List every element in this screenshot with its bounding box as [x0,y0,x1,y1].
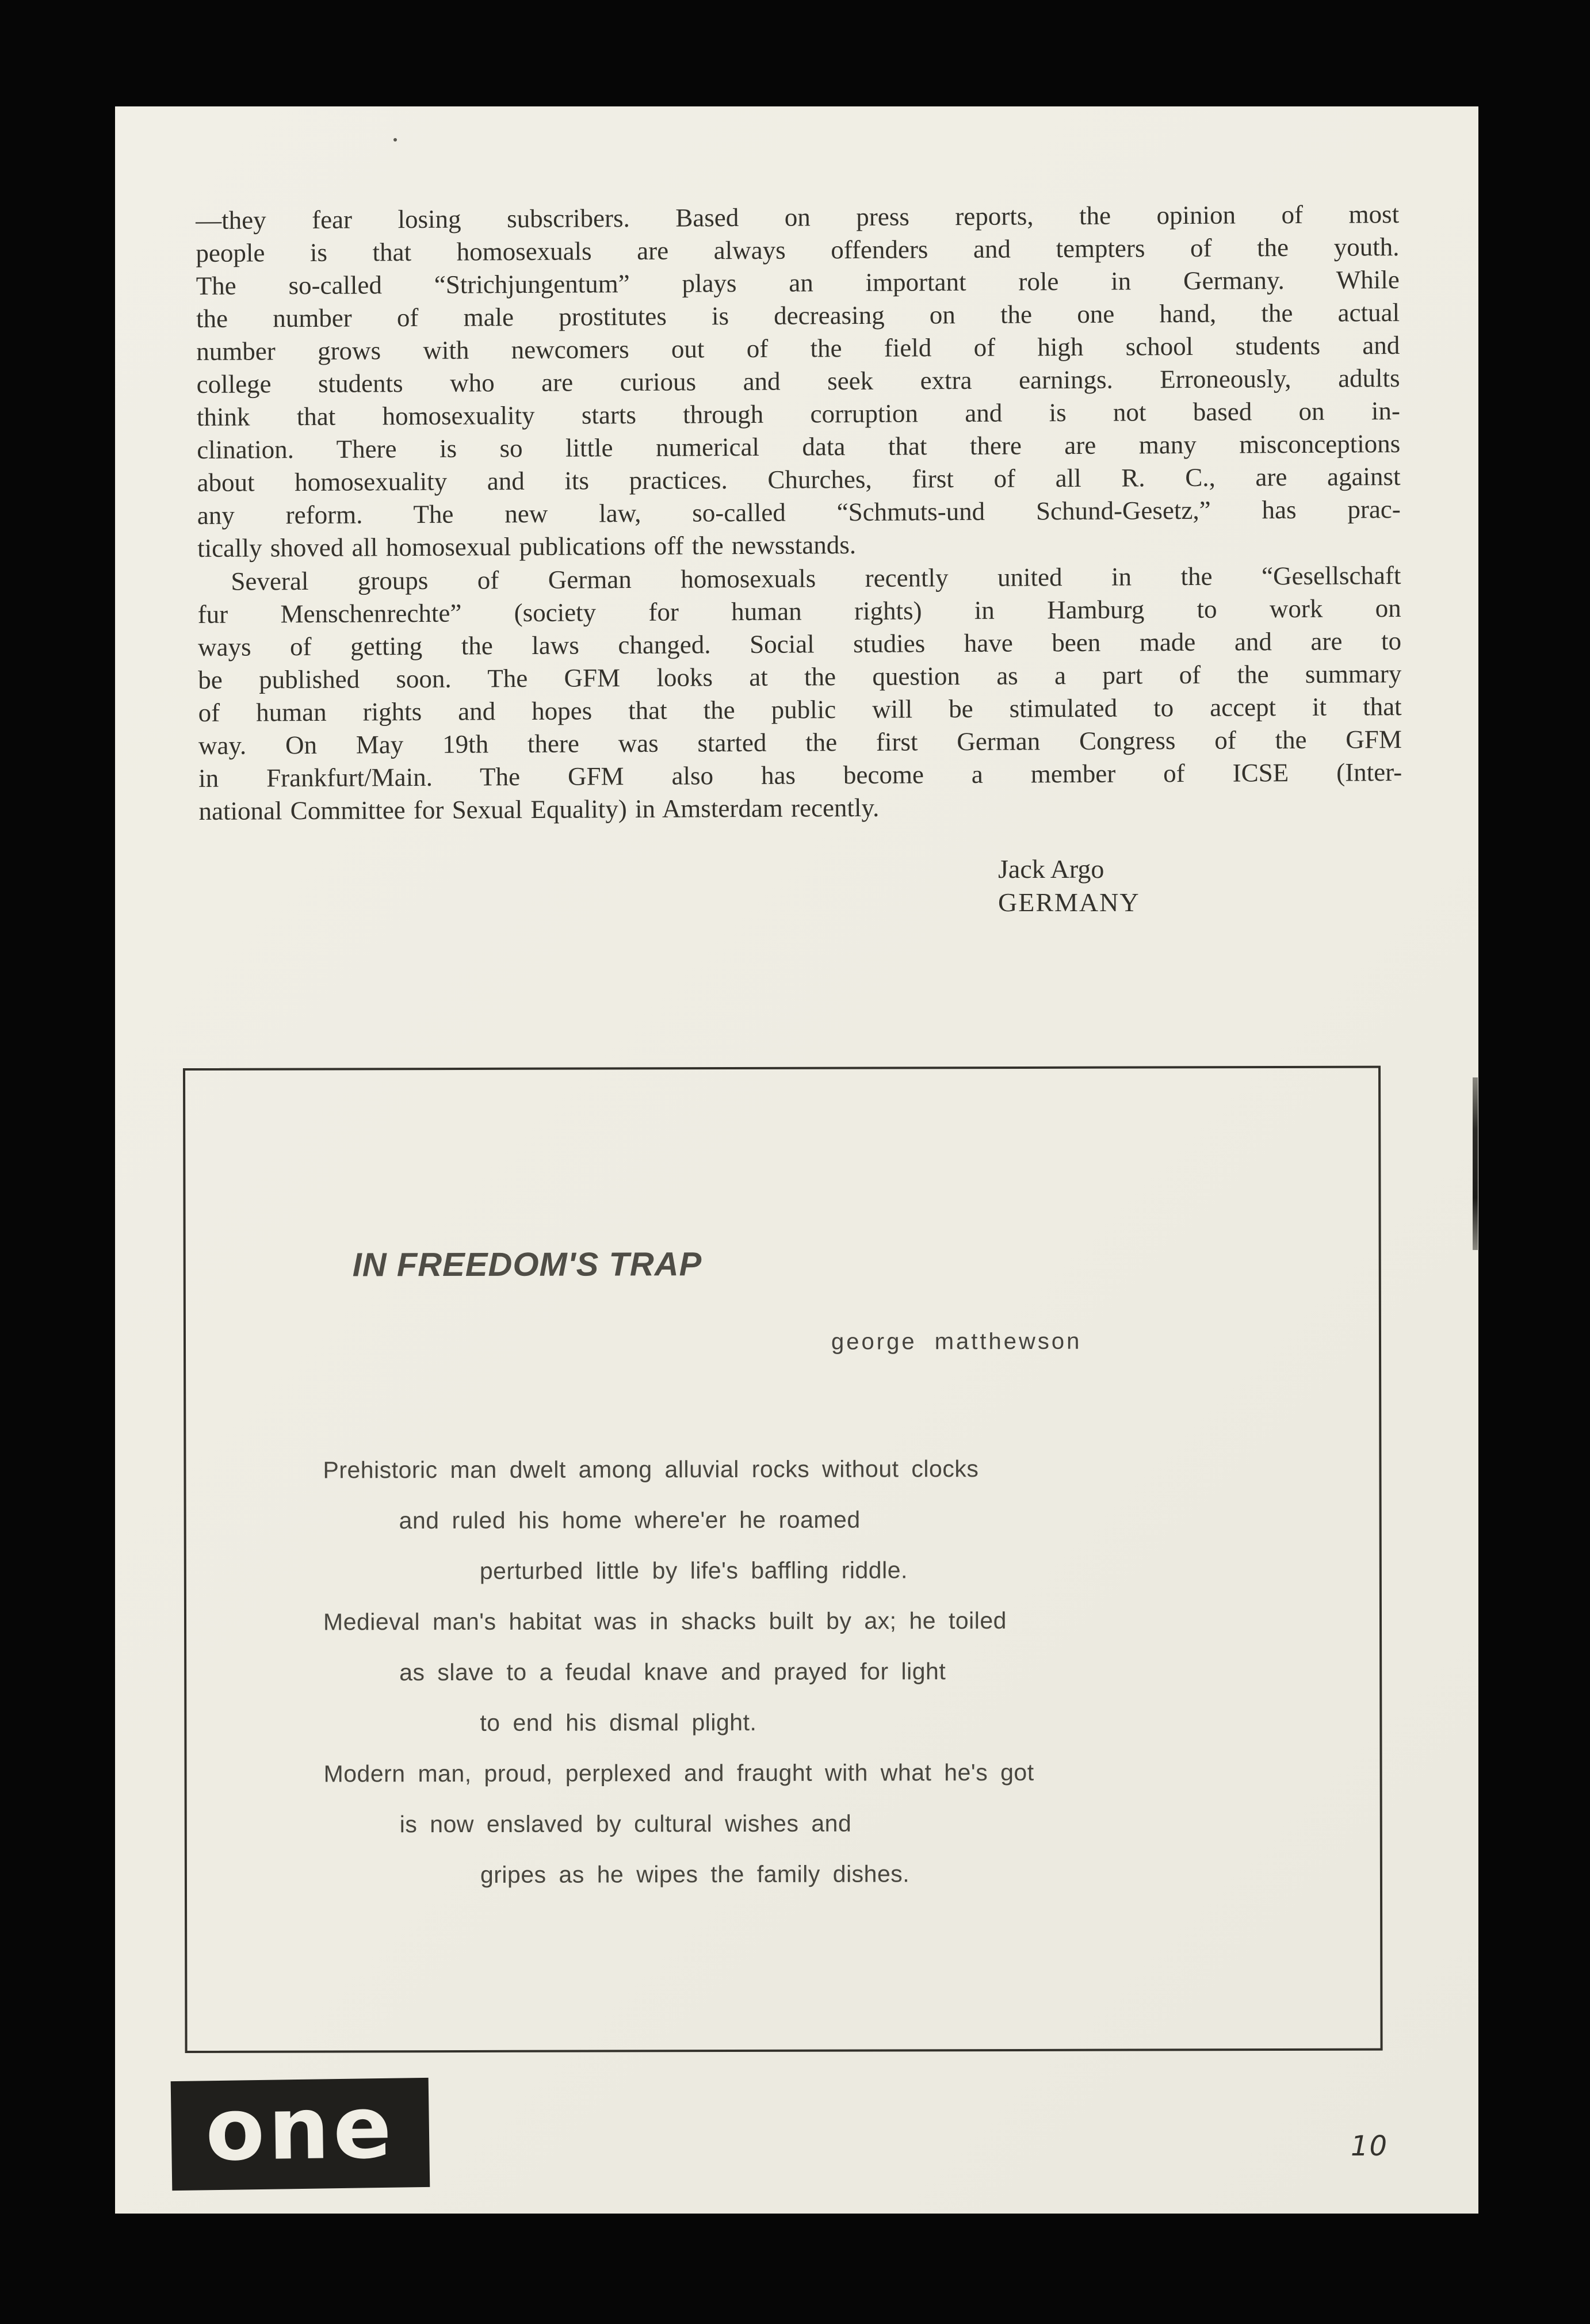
signature-name: Jack Argo [998,854,1104,884]
article-line: think that homosexuality starts through corruption and is not based on in- [196,396,1401,431]
poem-line: is now enslaved by cultural wishes and [399,1810,852,1838]
article-line: be published soon. The GFM looks at the question as a part of the summary [198,659,1402,694]
article-line: The so-called “Strichjungentum” plays an important role in Germany. While [196,265,1400,300]
article-line: fur Menschenrechte” (society for human rights) in Hamburg to work on [197,594,1401,629]
article-line: the number of male prostitutes is decreasing on the one hand, the actual [196,298,1400,333]
article-line: number grows with newcomers out of the field of high school students and [196,331,1400,366]
article-line: any reform. The new law, so-called “Schmuts-und Schund-Gesetz,” has prac- [197,495,1401,530]
ink-speck [393,138,397,142]
poem-line: Prehistoric man dwelt among alluvial rocks without clocks [323,1455,979,1484]
poem-line: Medieval man's habitat was in shacks built by ax; he toiled [323,1607,1007,1635]
poem-line: perturbed little by life's baffling riddle. [479,1557,908,1584]
poem-author: george matthewson [831,1328,1082,1355]
article-line: clination. There is so little numerical data that there are many misconceptions [197,429,1401,464]
article-line: about homosexuality and its practices. Churches, first of all R. C., are against [197,462,1401,497]
binding-mark [1473,1077,1478,1250]
poem-line: and ruled his home where'er he roamed [399,1506,861,1534]
article-text [196,198,1402,828]
poem-line: as slave to a feudal knave and prayed for light [399,1658,946,1686]
article-line: in Frankfurt/Main. The GFM also has become a member of ICSE (Inter- [198,758,1402,793]
article-line: Several groups of German homosexuals recently united in the “Gesellschaft [231,561,1401,596]
magazine-page [115,106,1478,2214]
one-magazine-logo [171,2078,430,2191]
article-line: ways of getting the laws changed. Social studies have been made and are to [197,626,1402,662]
poem-line: Modern man, proud, perplexed and fraught with what he's got [323,1759,1034,1787]
article-line: people is that homosexuals are always offenders and tempters of the youth. [196,232,1400,267]
poem-line: to end his dismal plight. [480,1708,757,1736]
author-signature [998,853,1140,919]
article-line: tically shoved all homosexual publications off the newsstands. [197,530,857,563]
logo-text: one [204,2077,396,2181]
article-line: college students who are curious and seek extra earnings. Erroneously, adults [196,364,1400,399]
poem-line: gripes as he wipes the family dishes. [480,1860,910,1888]
article-line: national Committee for Sexual Equality) in Amsterdam recently. [198,793,880,825]
poem-title: IN FREEDOM'S TRAP [352,1245,702,1284]
page-number: 10 [1351,2130,1389,2162]
article-line: of human rights and hopes that the public will be stimulated to accept it that [198,692,1402,727]
signature-country: GERMANY [998,888,1140,917]
poem-box [183,1066,1383,2053]
poem-body [323,1455,1359,1913]
article-line: —they fear losing subscribers. Based on press reports, the opinion of most [196,200,1400,235]
article-line: way. On May 19th there was started the first German Congress of the GFM [198,725,1402,760]
